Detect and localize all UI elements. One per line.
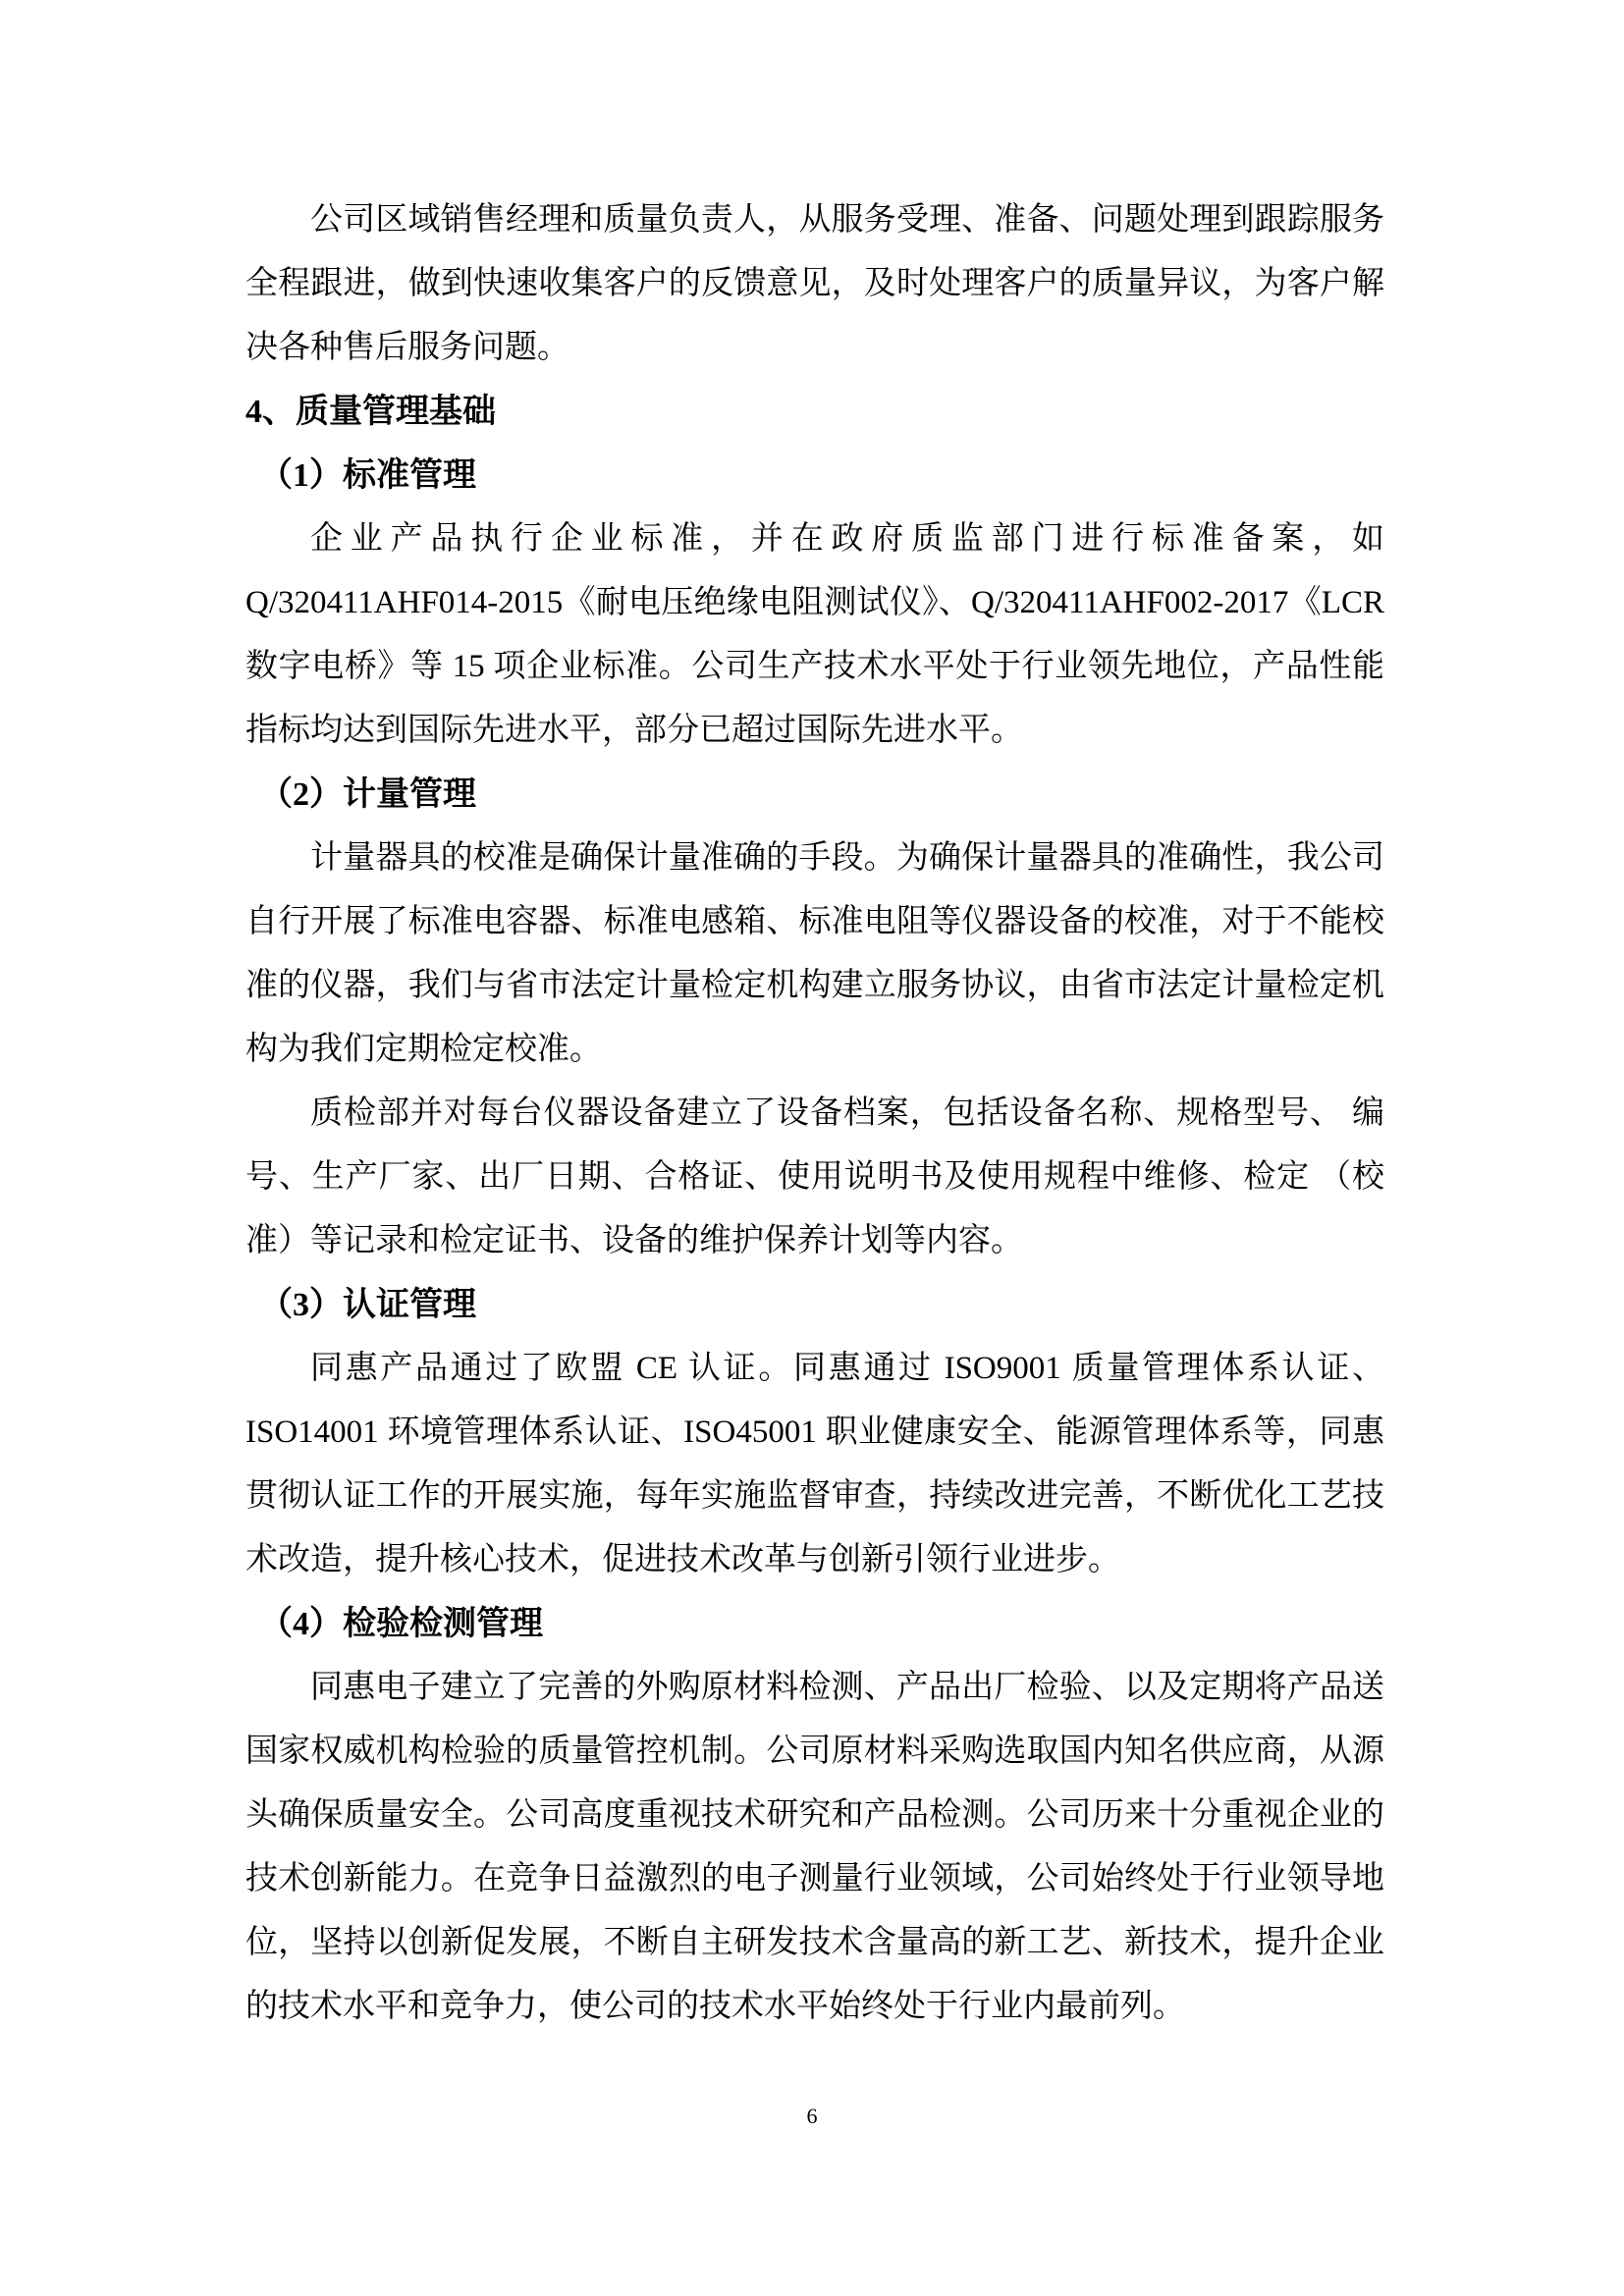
document-body (245, 188, 1384, 2039)
paragraph: 同惠电子建立了完善的外购原材料检测、产品出厂检验、以及定期将产品送国家权威机构检验的质量管控机制。公司原材料采购选取国内知名供应商，从源头确保质量安全。公司高度重视技术研究和产品检测。公司历来十分重视企业的技术创新能力。在竞争日益激烈的电子测量行业领域，公司始终处于行业领导地位，坚持以创新促发展，不断自主研发技术含量高的新工艺、新技术，提升企业的技术水平和竞争力，使公司的技术水平始终处于行业内最前列。 (245, 1670, 1384, 2024)
paragraph: 公司区域销售经理和质量负责人，从服务受理、准备、问题处理到跟踪服务全程跟进，做到快速收集客户的反馈意见，及时处理客户的质量异议，为客户解决各种售后服务问题。 (245, 202, 1384, 365)
section-heading: 4、质量管理基础 (245, 394, 496, 430)
subsection-heading: （3）认证管理 (259, 1287, 476, 1323)
subsection-heading: （2）计量管理 (259, 776, 476, 813)
subsection-heading: （1）标准管理 (259, 457, 476, 494)
paragraph: 同惠产品通过了欧盟 CE 认证。同惠通过 ISO9001 质量管理体系认证、ISO14001 环境管理体系认证、ISO45001 职业健康安全、能源管理体系等，同惠贯彻认证工作的开展实施，每年实施监督审查，持续改进完善，不断优化工艺技术改造，提升核心技术，促进技术改革与创新引领行业进步。 (245, 1351, 1384, 1577)
paragraph: 计量器具的校准是确保计量准确的手段。为确保计量器具的准确性，我公司自行开展了标准电容器、标准电感箱、标准电阻等仪器设备的校准，对于不能校准的仪器，我们与省市法定计量检定机构建立服务协议，由省市法定计量检定机构为我们定期检定校准。 (245, 840, 1384, 1067)
paragraph: 企业产品执行企业标准，并在政府质监部门进行标准备案，如Q/320411AHF014-2015《耐电压绝缘电阻测试仪》、Q/320411AHF002-2017《LCR数字电桥》等 15 项企业标准。公司生产技术水平处于行业领先地位，产品性能指标均达到国际先进水平，部分已超过国际先进水平。 (245, 521, 1384, 748)
subsection-heading: （4）检验检测管理 (259, 1606, 543, 1642)
page-number: 6 (806, 2104, 818, 2128)
paragraph: 质检部并对每台仪器设备建立了设备档案，包括设备名称、规格型号、 编号、生产厂家、出厂日期、合格证、使用说明书及使用规程中维修、检定 （校准）等记录和检定证书、设备的维护保养计划等内容。 (245, 1095, 1384, 1258)
